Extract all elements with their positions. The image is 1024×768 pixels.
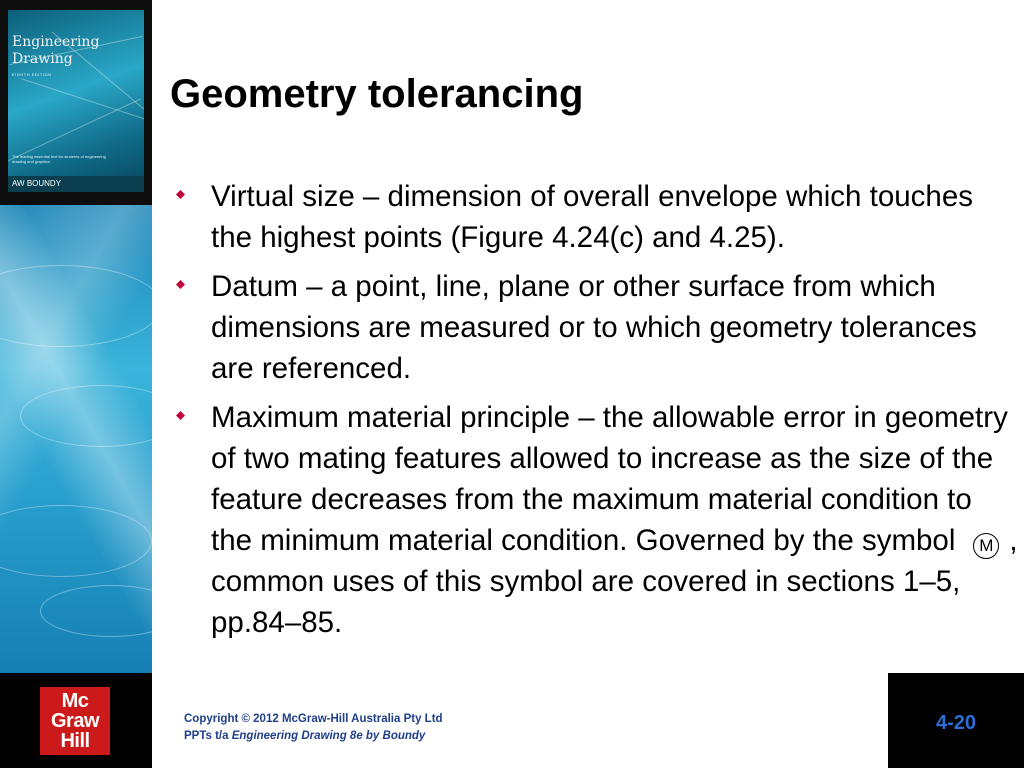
decorative-water-image (0, 205, 152, 673)
book-cover-art (8, 10, 144, 192)
diamond-bullet-icon (176, 411, 185, 420)
bullet-item (174, 266, 1019, 389)
maximum-material-symbol: M (973, 533, 999, 559)
book-cover (0, 0, 152, 205)
bullet-text-continued: , common uses of this symbol are covered in sections 1–5, pp.84–85. (211, 524, 1018, 639)
diamond-bullet-icon (176, 280, 185, 289)
mcgraw-hill-logo: Mc Graw Hill (40, 687, 110, 755)
book-cover-blurb: The leading essential text for students of engineering drawing and graphics (12, 154, 106, 164)
book-cover-edition: EIGHTH EDITION (12, 72, 52, 77)
book-cover-author: AW BOUNDY (8, 176, 144, 192)
bullet-text: Datum – a point, line, plane or other surface from which dimensions are measured or to which geometry tolerances are referenced. (211, 270, 977, 385)
copyright-notice: Copyright © 2012 McGraw-Hill Australia Pty Ltd PPTs t/a Engineering Drawing 8e by Boundy (184, 713, 443, 742)
book-cover-title: Engineering Drawing (12, 34, 100, 67)
page-number: 4-20 (935, 712, 977, 734)
bullet-text: Virtual size – dimension of overall envelope which touches the highest points (Figure 4.24(c) and 4.25). (211, 180, 973, 254)
bullet-item (174, 176, 1019, 258)
diamond-bullet-icon (176, 190, 185, 199)
bullet-list (174, 176, 1019, 651)
slide-title: Geometry tolerancing (170, 72, 584, 116)
bullet-item (174, 397, 1019, 643)
bullet-text: Maximum material principle – the allowable error in geometry of two mating features allowed to increase as the size of the feature decreases from the maximum material condition to the minimum material condition. Governed by the symbol (211, 401, 1008, 557)
